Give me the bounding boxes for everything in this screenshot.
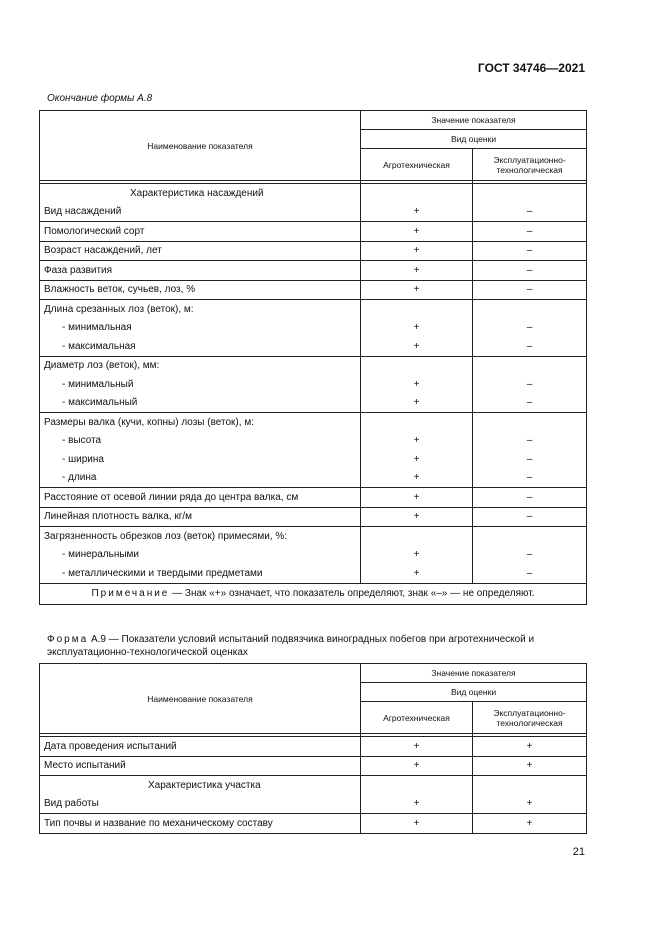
column-header-kind: Вид оценки (361, 683, 587, 702)
form-a8-caption: Окончание формы А.8 (47, 93, 153, 104)
row-expl-mark: – (473, 546, 587, 565)
table-row (40, 261, 587, 281)
row-expl-mark: – (473, 394, 587, 413)
row-name-text: максимальный (68, 397, 138, 409)
row-agro-mark: + (361, 469, 473, 488)
row-expl-mark: – (473, 261, 587, 281)
column-header-agro: Агротехническая (361, 149, 473, 181)
table-row (40, 488, 587, 508)
row-agro-mark: + (361, 564, 473, 583)
row-agro-mark: + (361, 432, 473, 451)
group-title-row (40, 413, 587, 432)
table-row (40, 546, 587, 565)
table-row (40, 241, 587, 261)
row-name: Линейная плотность валка, кг/м (40, 507, 361, 527)
row-name-text: минимальный (68, 378, 134, 390)
row-name-text: минимальная (68, 322, 132, 334)
table-row (40, 507, 587, 527)
form-a9-caption (47, 633, 607, 659)
table-row (40, 564, 587, 583)
row-agro-mark: + (361, 737, 473, 757)
row-name: Фаза развития (40, 261, 361, 281)
table-row (40, 375, 587, 394)
row-name: - минимальная (40, 319, 361, 338)
row-expl-mark: – (473, 488, 587, 508)
row-expl-mark: – (473, 375, 587, 394)
row-agro-mark: + (361, 241, 473, 261)
row-agro-mark: + (361, 546, 473, 565)
note-row (40, 583, 587, 604)
table-row (40, 432, 587, 451)
row-agro-mark: + (361, 488, 473, 508)
column-header-agro: Агротехническая (361, 702, 473, 734)
group-title: Диаметр лоз (веток), мм: (40, 356, 361, 375)
row-name: - металлическими и твердыми предметами (40, 564, 361, 583)
table-row (40, 795, 587, 814)
row-agro-mark: + (361, 222, 473, 242)
row-agro-mark: + (361, 319, 473, 338)
column-header-kind: Вид оценки (361, 130, 587, 149)
row-expl-mark: – (473, 469, 587, 488)
section-row (40, 184, 587, 203)
row-expl-mark: + (473, 795, 587, 814)
note (40, 583, 587, 604)
row-name-text: металлическими и твердыми предметами (68, 567, 263, 579)
row-name-text: минеральными (68, 549, 139, 561)
table-row (40, 469, 587, 488)
row-expl-mark: – (473, 564, 587, 583)
row-expl-mark: – (473, 432, 587, 451)
column-header-expl: Эксплуатационно-технологическая (473, 702, 587, 734)
form-a9-table (39, 663, 587, 834)
row-name: Расстояние от осевой линии ряда до центра валка, см (40, 488, 361, 508)
note-label: Примечание (91, 588, 170, 599)
row-agro-mark: + (361, 394, 473, 413)
table-row (40, 337, 587, 356)
row-expl-mark: – (473, 337, 587, 356)
row-name-text: ширина (68, 453, 104, 465)
row-name: - максимальная (40, 337, 361, 356)
row-name: - минимальный (40, 375, 361, 394)
column-header-expl: Эксплуатационно-технологическая (473, 149, 587, 181)
table-row (40, 203, 587, 222)
row-agro-mark: + (361, 261, 473, 281)
row-agro-mark: + (361, 814, 473, 834)
table-row (40, 756, 587, 776)
row-agro-mark: + (361, 203, 473, 222)
row-expl-mark: – (473, 507, 587, 527)
row-expl-mark: – (473, 319, 587, 338)
section-title: Характеристика участка (40, 776, 361, 795)
row-name: Место испытаний (40, 756, 361, 776)
row-name: Влажность веток, сучьев, лоз, % (40, 280, 361, 300)
row-expl-mark: – (473, 203, 587, 222)
document-code: ГОСТ 34746—2021 (477, 61, 585, 75)
row-expl-mark: – (473, 450, 587, 469)
group-title-row (40, 300, 587, 319)
group-title: Размеры валка (кучи, копны) лозы (веток), м: (40, 413, 361, 432)
row-agro-mark: + (361, 280, 473, 300)
row-name: Помологический сорт (40, 222, 361, 242)
group-title: Загрязненность обрезков лоз (веток) примесями, %: (40, 527, 361, 546)
column-header-value: Значение показателя (361, 111, 587, 130)
row-expl-mark: + (473, 737, 587, 757)
column-header-name: Наименование показателя (40, 111, 361, 181)
table-row (40, 394, 587, 413)
column-header-value: Значение показателя (361, 664, 587, 683)
row-expl-mark: – (473, 222, 587, 242)
note-text: — Знак «+» означает, что показатель определяют, знак «–» — не определяют. (169, 588, 535, 599)
row-agro-mark: + (361, 795, 473, 814)
row-name: - ширина (40, 450, 361, 469)
row-name: - максимальный (40, 394, 361, 413)
table-row (40, 737, 587, 757)
row-name: Вид насаждений (40, 203, 361, 222)
table-row (40, 319, 587, 338)
section-row (40, 776, 587, 795)
row-name: - длина (40, 469, 361, 488)
row-name: Тип почвы и название по механическому составу (40, 814, 361, 834)
table-row (40, 450, 587, 469)
column-header-name: Наименование показателя (40, 664, 361, 734)
row-name-text: максимальная (68, 340, 136, 352)
row-agro-mark: + (361, 375, 473, 394)
row-name-text: длина (68, 472, 97, 484)
group-title: Длина срезанных лоз (веток), м: (40, 300, 361, 319)
row-name: Дата проведения испытаний (40, 737, 361, 757)
group-title-row (40, 356, 587, 375)
table-row (40, 222, 587, 242)
table-row (40, 814, 587, 834)
row-agro-mark: + (361, 507, 473, 527)
table-row (40, 280, 587, 300)
row-expl-mark: + (473, 814, 587, 834)
row-expl-mark: – (473, 241, 587, 261)
row-name-text: высота (68, 435, 102, 447)
row-name: - высота (40, 432, 361, 451)
form-a9-caption-text: А.9 — Показатели условий испытаний подвязчика виноградных побегов при агротехнической и эксплуатационно-технологической оценках (47, 634, 535, 658)
group-title-row (40, 527, 587, 546)
form-a9-caption-label: Форма (47, 634, 89, 645)
row-agro-mark: + (361, 756, 473, 776)
section-title: Характеристика насаждений (40, 184, 361, 203)
form-a8-table (39, 110, 587, 605)
page-number: 21 (572, 846, 585, 858)
row-expl-mark: + (473, 756, 587, 776)
row-agro-mark: + (361, 337, 473, 356)
row-agro-mark: + (361, 450, 473, 469)
row-name: Возраст насаждений, лет (40, 241, 361, 261)
row-name: - минеральными (40, 546, 361, 565)
row-name: Вид работы (40, 795, 361, 814)
row-expl-mark: – (473, 280, 587, 300)
